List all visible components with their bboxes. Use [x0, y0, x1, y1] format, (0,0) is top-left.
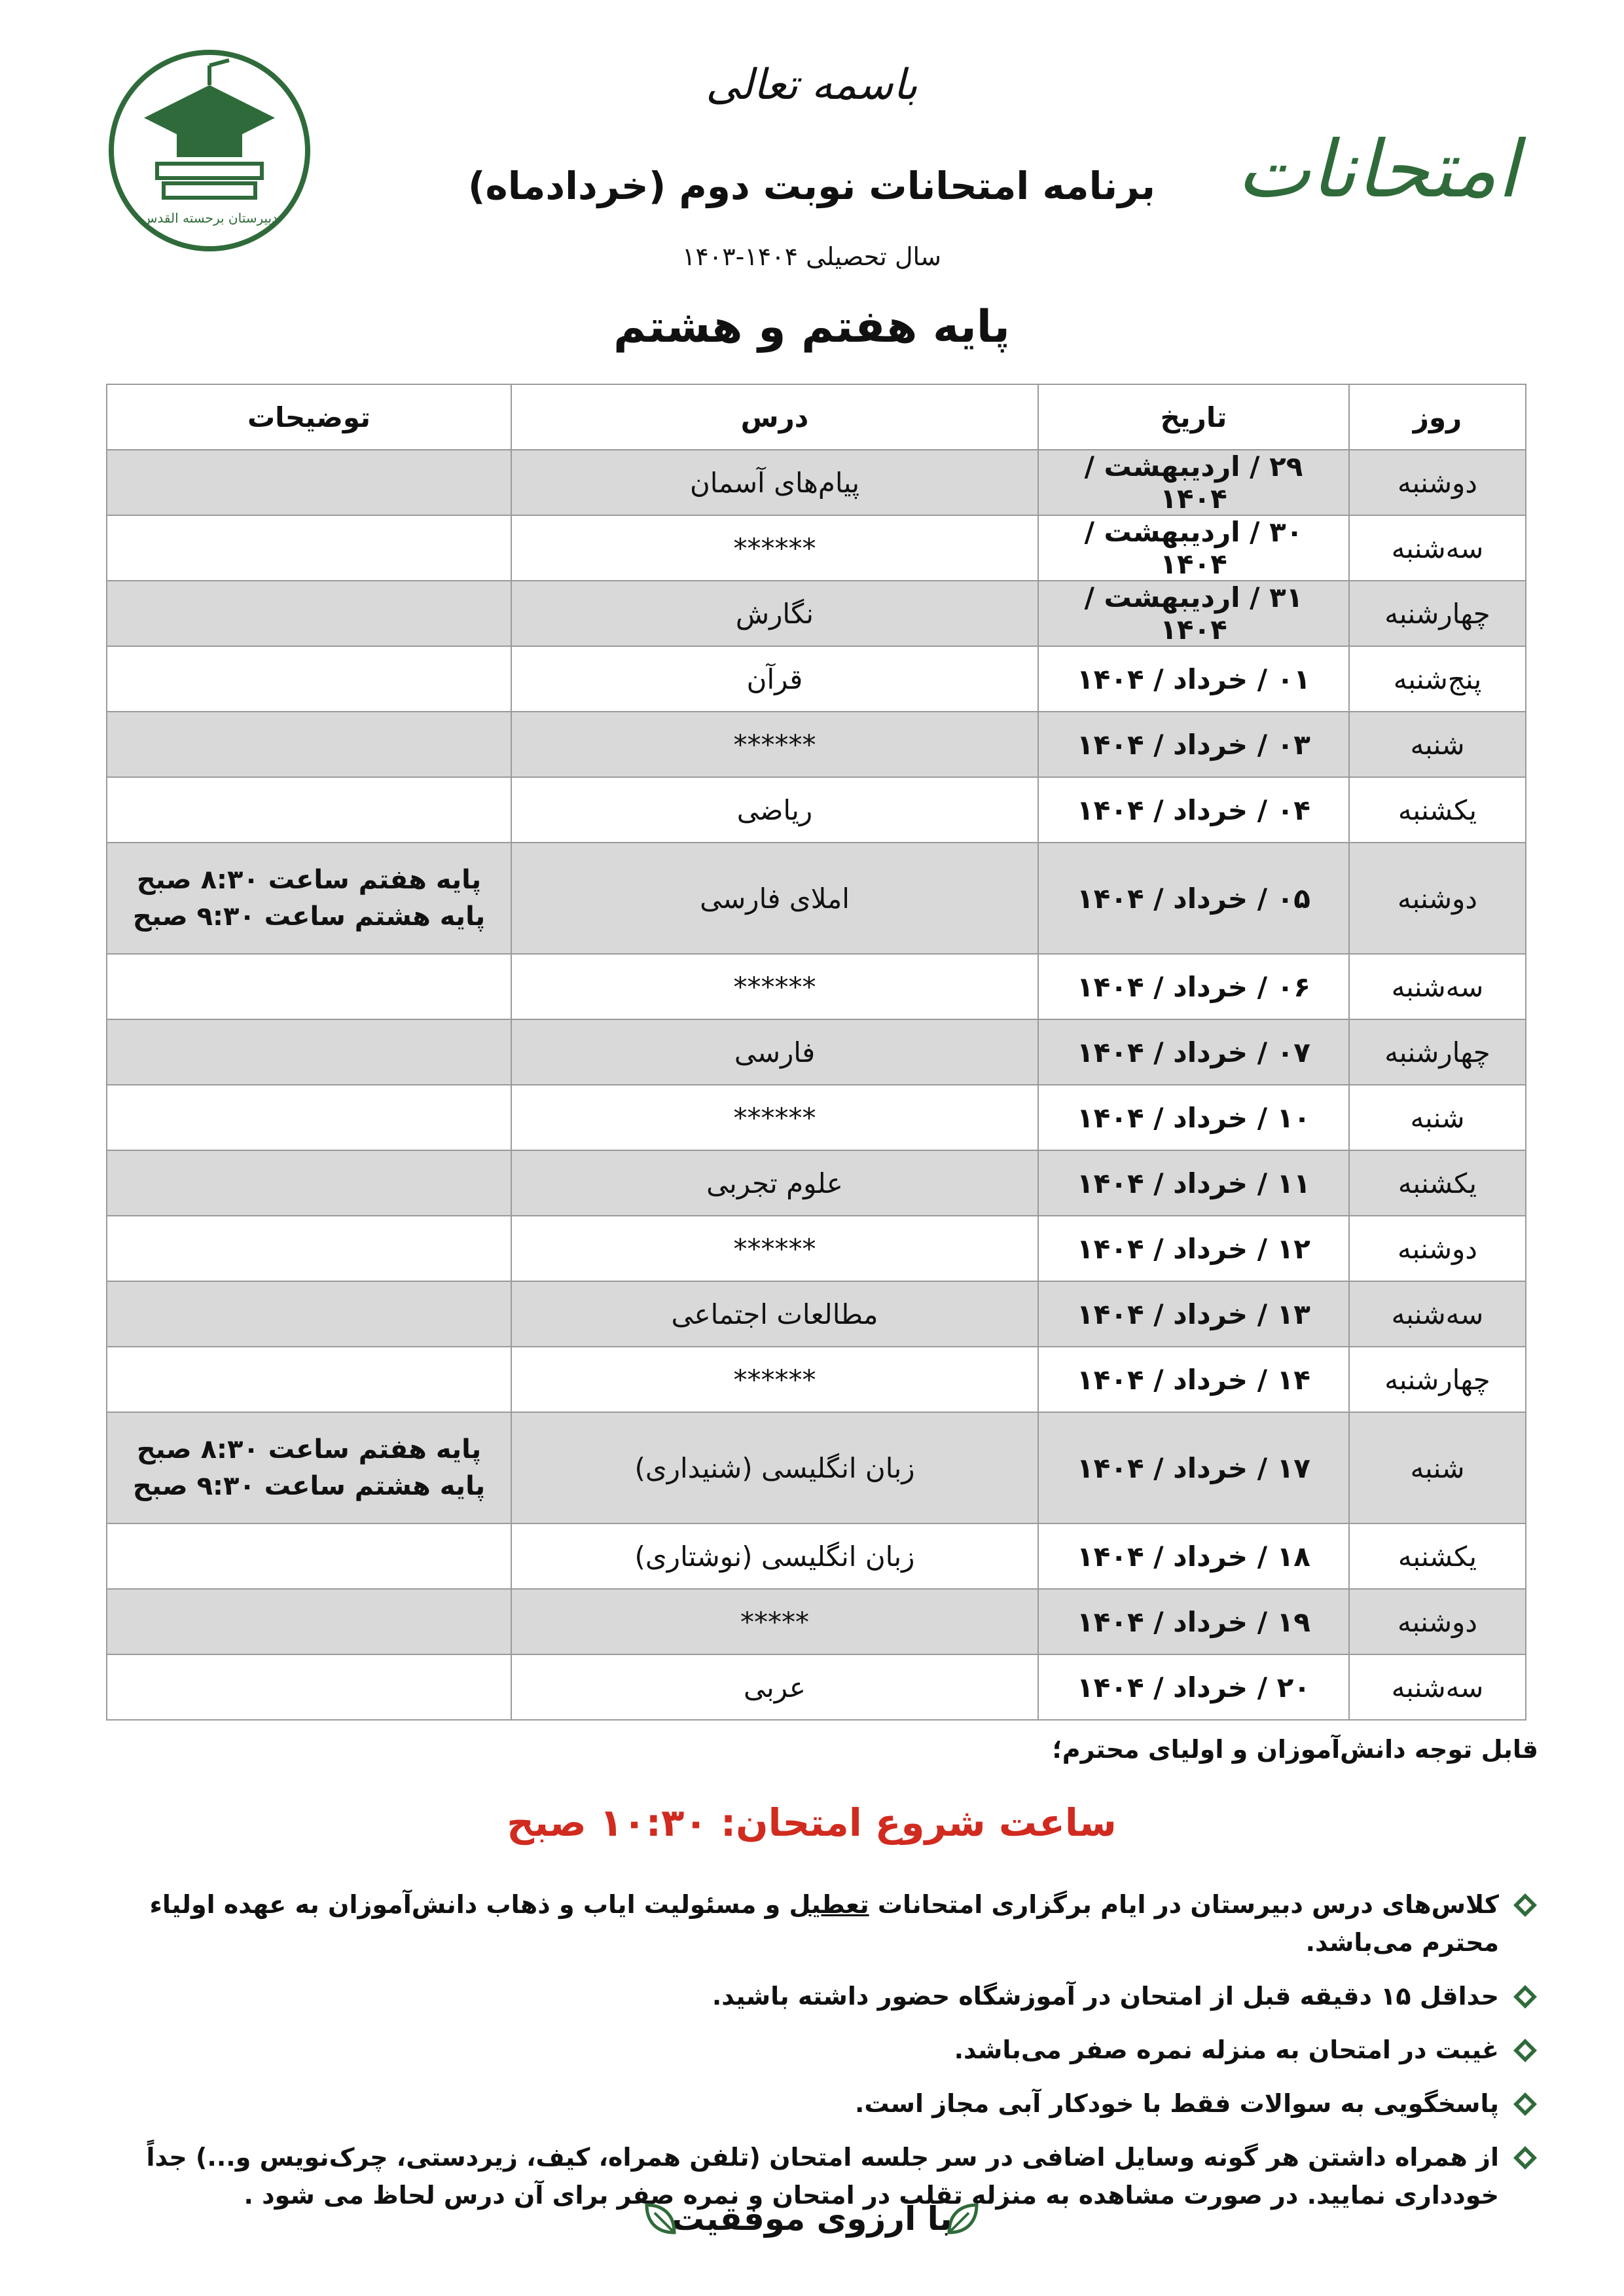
row-date: ۰۴ / خرداد / ۱۴۰۴: [1038, 777, 1349, 843]
table-row: [107, 450, 1526, 515]
row-lesson: ******: [511, 712, 1038, 777]
diamond-bullet-icon: [1512, 2145, 1538, 2171]
row-lesson: قرآن: [511, 646, 1038, 712]
list-item: کلاس‌های درس دبیرستان در ایام برگزاری امتحانات تعطیل و مسئولیت ایاب و ذهاب دانش‌آموزان به عهده اولیاء محترم می‌باشد.: [98, 1886, 1538, 1961]
list-item: پاسخگویی به سوالات فقط با خودکار آبی مجاز است.: [98, 2085, 1538, 2123]
row-notes: [107, 581, 511, 646]
grade-title: پایه هفتم و هشتم: [613, 301, 1010, 353]
row-lesson: *****: [511, 1589, 1038, 1654]
row-day: یکشنبه: [1349, 777, 1526, 843]
school-logo-text: دبیرستان برحسته القدس: [141, 210, 278, 226]
row-notes: پایه هفتم ساعت ۸:۳۰ صبح پایه هشتم ساعت ۹:۳۰ صبح: [107, 1412, 511, 1523]
row-day: سه‌شنبه: [1349, 1654, 1526, 1720]
row-date: ۰۱ / خرداد / ۱۴۰۴: [1038, 646, 1349, 712]
table-row: [107, 1654, 1526, 1720]
row-date: ۰۷ / خرداد / ۱۴۰۴: [1038, 1019, 1349, 1085]
row-day: شنبه: [1349, 1412, 1526, 1523]
header-date: تاریخ: [1038, 384, 1349, 450]
row-notes: [107, 646, 511, 712]
row-notes: [107, 712, 511, 777]
row-day: چهارشنبه: [1349, 1019, 1526, 1085]
row-date: ۲۹ / اردیبهشت / ۱۴۰۴: [1038, 450, 1349, 515]
row-day: سه‌شنبه: [1349, 1281, 1526, 1347]
row-notes: [107, 1281, 511, 1347]
row-notes: پایه هفتم ساعت ۸:۳۰ صبح پایه هشتم ساعت ۹:۳۰ صبح: [107, 843, 511, 954]
row-date: ۳۱ / اردیبهشت / ۱۴۰۴: [1038, 581, 1349, 646]
row-date: ۳۰ / اردیبهشت / ۱۴۰۴: [1038, 515, 1349, 581]
header-notes: توضیحات: [107, 384, 511, 450]
leaf-icon: [641, 2200, 681, 2239]
diamond-bullet-icon: [1512, 2091, 1538, 2117]
page-title: برنامه امتحانات نوبت دوم (خردادماه): [467, 164, 1156, 208]
row-notes: [107, 1150, 511, 1216]
academic-year: سال تحصیلی ۱۴۰۴-۱۴۰۳: [682, 242, 941, 271]
row-lesson: ******: [511, 1347, 1038, 1412]
row-date: ۰۶ / خرداد / ۱۴۰۴: [1038, 954, 1349, 1019]
row-lesson: ******: [511, 515, 1038, 581]
table-row: [107, 1085, 1526, 1150]
row-notes: [107, 1019, 511, 1085]
table-row: [107, 1150, 1526, 1216]
row-notes: [107, 1085, 511, 1150]
row-day: دوشنبه: [1349, 1216, 1526, 1281]
diamond-bullet-icon: [1512, 1984, 1538, 2010]
row-date: ۱۹ / خرداد / ۱۴۰۴: [1038, 1589, 1349, 1654]
row-lesson: ******: [511, 1085, 1038, 1150]
header-lesson: درس: [511, 384, 1038, 450]
header-day: روز: [1349, 384, 1526, 450]
table-row: [107, 1216, 1526, 1281]
table-row: [107, 515, 1526, 581]
table-row: [107, 1019, 1526, 1085]
row-day: چهارشنبه: [1349, 1347, 1526, 1412]
row-date: ۱۴ / خرداد / ۱۴۰۴: [1038, 1347, 1349, 1412]
table-row: [107, 777, 1526, 843]
exam-start-time: ساعت شروع امتحان: ۱۰:۳۰ صبح: [507, 1800, 1117, 1845]
row-date: ۱۳ / خرداد / ۱۴۰۴: [1038, 1281, 1349, 1347]
row-day: سه‌شنبه: [1349, 954, 1526, 1019]
row-notes: [107, 777, 511, 843]
row-notes: [107, 1589, 511, 1654]
row-notes: [107, 954, 511, 1019]
footer-wish: با آرزوی موفقیت: [671, 2200, 952, 2238]
table-row: [107, 646, 1526, 712]
attention-note: قابل توجه دانش‌آموزان و اولیای محترم؛: [1052, 1735, 1538, 1764]
row-lesson: فارسی: [511, 1019, 1038, 1085]
row-date: ۰۵ / خرداد / ۱۴۰۴: [1038, 843, 1349, 954]
row-date: ۱۱ / خرداد / ۱۴۰۴: [1038, 1150, 1349, 1216]
table-row: [107, 1412, 1526, 1523]
table-row: [107, 1281, 1526, 1347]
row-lesson: زبان انگلیسی (شنیداری): [511, 1412, 1038, 1523]
row-lesson: املای فارسی: [511, 843, 1038, 954]
row-day: سه‌شنبه: [1349, 515, 1526, 581]
exams-logo: امتحانات: [1236, 124, 1519, 215]
exam-schedule-table: [106, 384, 1526, 1721]
row-lesson: ریاضی: [511, 777, 1038, 843]
row-lesson: پیام‌های آسمان: [511, 450, 1038, 515]
row-lesson: مطالعات اجتماعی: [511, 1281, 1038, 1347]
row-date: ۱۷ / خرداد / ۱۴۰۴: [1038, 1412, 1349, 1523]
row-date: ۰۳ / خرداد / ۱۴۰۴: [1038, 712, 1349, 777]
list-item: غیبت در امتحان به منزله نمره صفر می‌باشد.: [98, 2031, 1538, 2069]
row-notes: [107, 515, 511, 581]
row-day: دوشنبه: [1349, 1589, 1526, 1654]
row-lesson: علوم تجربی: [511, 1150, 1038, 1216]
rules-list: [98, 1886, 1538, 2230]
row-day: دوشنبه: [1349, 450, 1526, 515]
list-item: حداقل ۱۵ دقیقه قبل از امتحان در آموزشگاه حضور داشته باشید.: [98, 1977, 1538, 2015]
table-row: [107, 954, 1526, 1019]
row-day: پنج‌شنبه: [1349, 646, 1526, 712]
row-day: چهارشنبه: [1349, 581, 1526, 646]
table-row: [107, 843, 1526, 954]
row-notes: [107, 1216, 511, 1281]
row-day: یکشنبه: [1349, 1150, 1526, 1216]
row-date: ۱۰ / خرداد / ۱۴۰۴: [1038, 1085, 1349, 1150]
table-row: [107, 712, 1526, 777]
table-row: [107, 1347, 1526, 1412]
row-day: دوشنبه: [1349, 843, 1526, 954]
row-lesson: عربی: [511, 1654, 1038, 1720]
row-notes: [107, 1523, 511, 1589]
table-row: [107, 1523, 1526, 1589]
row-day: شنبه: [1349, 1085, 1526, 1150]
table-header-row: [107, 384, 1526, 450]
table-row: [107, 1589, 1526, 1654]
row-lesson: نگارش: [511, 581, 1038, 646]
row-lesson: زبان انگلیسی (نوشتاری): [511, 1523, 1038, 1589]
row-date: ۱۸ / خرداد / ۱۴۰۴: [1038, 1523, 1349, 1589]
row-notes: [107, 1347, 511, 1412]
list-item: از همراه داشتن هر گونه وسایل اضافی در سر جلسه امتحان (تلفن همراه، کیف، زیردستی، چرک‌نویس و...) جداً خودداری نمایید. در صورت مشاهده به منزله تقلب در امتحان و نمره صفر برای آن درس لحاظ می شود .: [98, 2138, 1538, 2214]
row-date: ۲۰ / خرداد / ۱۴۰۴: [1038, 1654, 1349, 1720]
table-row: [107, 581, 1526, 646]
row-day: شنبه: [1349, 712, 1526, 777]
row-lesson: ******: [511, 954, 1038, 1019]
diamond-bullet-icon: [1512, 2037, 1538, 2064]
row-date: ۱۲ / خرداد / ۱۴۰۴: [1038, 1216, 1349, 1281]
row-day: یکشنبه: [1349, 1523, 1526, 1589]
row-notes: [107, 1654, 511, 1720]
basmala: باسمه تعالی: [706, 61, 918, 109]
row-lesson: ******: [511, 1216, 1038, 1281]
school-logo-icon: [105, 46, 314, 255]
row-notes: [107, 450, 511, 515]
diamond-bullet-icon: [1512, 1892, 1538, 1918]
